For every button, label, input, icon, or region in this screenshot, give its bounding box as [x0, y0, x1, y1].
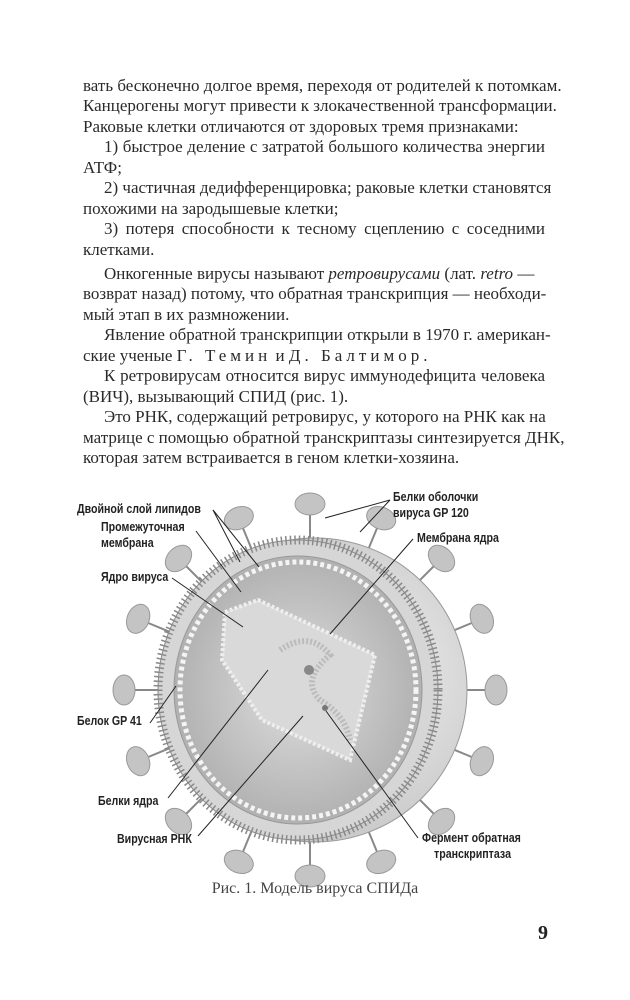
- label-gp120: Белки оболочки: [393, 490, 479, 504]
- gp120-spike-icon: [485, 675, 507, 705]
- text-line: Явление обратной транскрипции открыли в 1970 г. американ-: [104, 325, 551, 344]
- text: (лат.: [440, 264, 481, 283]
- text-line: АТФ;: [83, 158, 122, 177]
- label-virus-core: Ядро вируса: [101, 570, 169, 584]
- label-viral-rna: Вирусная РНК: [117, 832, 192, 846]
- core-center: [304, 665, 314, 675]
- label-core-membrane: Мембрана ядра: [417, 531, 499, 545]
- text: и: [271, 346, 289, 365]
- gp120-spike-icon: [363, 846, 399, 878]
- text-line: клетками.: [83, 240, 155, 259]
- spike-stalk: [184, 564, 202, 582]
- label-intermediate-membrane: Промежуточная: [101, 520, 185, 534]
- spike-stalk: [368, 526, 378, 550]
- text-line: К ретровирусам относится вирус иммунодефицита человека: [104, 366, 545, 385]
- latin-term: retro: [480, 264, 514, 283]
- gp120-spike-icon: [122, 743, 154, 779]
- label-reverse-transcriptase-2: транскриптаза: [434, 847, 511, 861]
- text: Онкогенные вирусы называют: [104, 264, 329, 283]
- label-reverse-transcriptase: Фермент обратная: [422, 831, 521, 845]
- label-lipid-bilayer: Двойной слой липидов: [77, 502, 201, 516]
- gp120-spike-icon: [122, 601, 154, 637]
- text-line: возврат назад) потому, что обратная транскрипция — необходи-: [83, 284, 547, 303]
- text-line: (ВИЧ), вызывающий СПИД (рис. 1).: [83, 387, 349, 406]
- text: .: [423, 346, 428, 365]
- text: ские ученые: [83, 346, 177, 365]
- text-line: 3) потеря способности к тесному сцеплению с соседними: [104, 219, 545, 238]
- name-baltimore: Д. Балтимор: [288, 346, 424, 365]
- gp120-spike-icon: [466, 743, 498, 779]
- gp120-spike-icon: [295, 493, 325, 515]
- spike-stalk: [368, 830, 378, 854]
- reverse-transcriptase: [322, 705, 328, 711]
- spike-stalk: [146, 748, 170, 758]
- text-line: похожими на зародышевые клетки;: [83, 199, 339, 218]
- text-line: Канцерогены могут привести к злокачественной трансформации.: [83, 96, 557, 115]
- text-line: матрице с помощью обратной транскриптазы синтезируется ДНК,: [83, 428, 565, 447]
- spike-stalk: [184, 797, 202, 815]
- text: —: [513, 264, 535, 283]
- spike-stalk: [146, 622, 170, 632]
- gp120-spike-icon: [221, 846, 257, 878]
- text-line: вать бесконечно долгое время, переходя от родителей к потомкам.: [83, 76, 562, 95]
- text-line: Раковые клетки отличаются от здоровых тремя признаками:: [83, 117, 519, 136]
- page-number: 9: [538, 922, 548, 944]
- gp120-spike-icon: [466, 601, 498, 637]
- label-core-proteins: Белки ядра: [98, 794, 159, 808]
- gp120-spike-icon: [113, 675, 135, 705]
- figure-caption: Рис. 1. Модель вируса СПИДа: [211, 880, 419, 897]
- label-gp120-2: вируса GP 120: [393, 506, 469, 520]
- gp120-spike-icon: [221, 502, 257, 534]
- text-line: 1) быстрое деление с затратой большого количества энергии: [104, 137, 545, 156]
- text-line: 2) частичная дедифференцировка; раковые клетки становятся: [104, 178, 552, 197]
- name-temin: Г. Темин: [176, 346, 272, 365]
- text-line: мый этап в их размножении.: [83, 305, 290, 324]
- label-gp41: Белок GP 41: [77, 714, 142, 728]
- text-line: Это РНК, содержащий ретровирус, у которого на РНК как на: [104, 407, 546, 426]
- term-retroviruses: ретровирусами: [328, 264, 441, 283]
- text-line: которая затем встраивается в геном клетки-хозяина.: [83, 448, 460, 467]
- label-intermediate-membrane-2: мембрана: [101, 536, 154, 550]
